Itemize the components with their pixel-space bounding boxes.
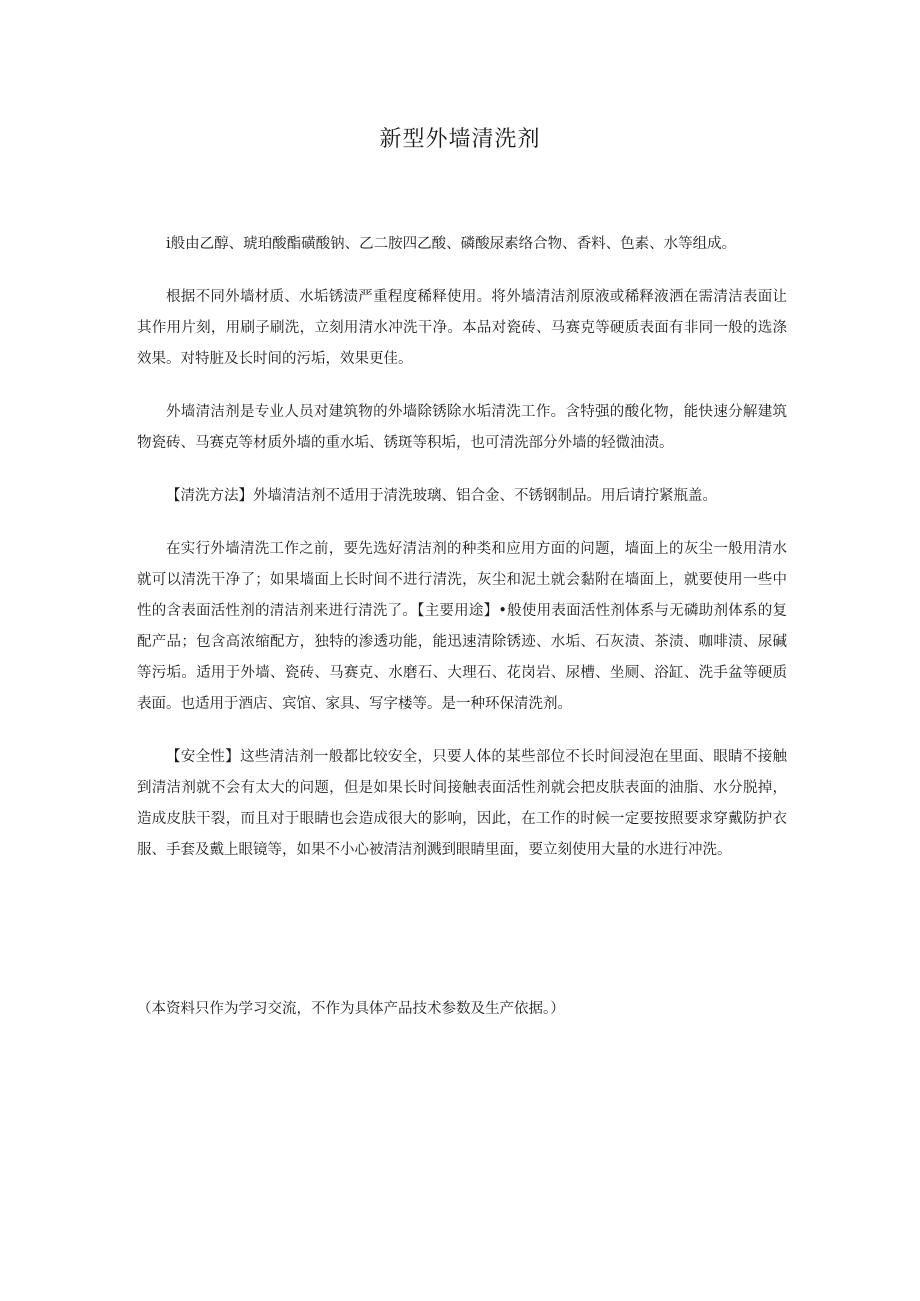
paragraph-description: 外墙清洁剂是专业人员对建筑物的外墙除锈除水垢清洗工作。含特强的酸化物，能快速分解建筑物瓷砖、马赛克等材质外墙的重水垢、锈斑等积垢，也可清洗部分外墙的轻微油渍。: [137, 404, 787, 451]
paragraph-cleaning-method: 【清洗方法】外墙清洁剂不适用于清洗玻璃、铝合金、不锈钢制品。用后请拧紧瓶盖。: [166, 488, 717, 504]
document-footnote: （本资料只作为学习交流，不作为具体产品技术参数及生产依据。）: [137, 1001, 565, 1017]
document-title: 新型外墙清洗剂: [379, 127, 541, 152]
paragraph-main-use: 在实行外墙清洗工作之前，要先选好清洁剂的种类和应用方面的问题，墙面上的灰尘一般用清水就可以清洗干净了；如果墙面上长时间不进行清洗，灰尘和泥土就会黏附在墙面上，就要使用一些中性的含表面活性剂的清洁剂来进行清洗了。【主要用途】•般使用表面活性剂体系与无磷助剂体系的复配产品；包含高浓缩配方，独特的渗透功能，能迅速清除锈迹、水垢、石灰渍、茶渍、咖啡渍、尿碱等污垢。适用于外墙、瓷砖、马赛克、水磨石、大理石、花岗岩、尿槽、坐厕、浴缸、洗手盆等硬质表面。也适用于酒店、宾馆、家具、写字楼等。是一种环保清洗剂。: [137, 541, 787, 712]
document-body: [137, 229, 787, 866]
paragraph-safety: 【安全性】这些清洁剂一般都比较安全，只要人体的某些部位不长时间浸泡在里面、眼睛不接触到清洁剂就不会有太大的问题，但是如果长时间接触表面活性剂就会把皮肤表面的油脂、水分脱掉，造成皮肤干裂，而且对于眼睛也会造成很大的影响，因此，在工作的时候一定要按照要求穿戴防护衣服、手套及戴上眼镜等，如果不小心被清洁剂溅到眼睛里面，要立刻使用大量的水进行冲洗。: [137, 749, 787, 858]
paragraph-usage: 根据不同外墙材质、水垢锈渍严重程度稀释使用。将外墙清洁剂原液或稀释液洒在需清洁表面让其作用片刻，用刷子刷洗，立刻用清水冲洗干净。本品对瓷砖、马赛克等硬质表面有非同一般的选涤效果。对特脏及长时间的污垢，效果更佳。: [137, 289, 787, 367]
paragraph-composition: i般由乙醇、琥珀酸酯磺酸钠、乙二胺四乙酸、磷酸尿素络合物、香料、色素、水等组成。: [166, 236, 737, 252]
